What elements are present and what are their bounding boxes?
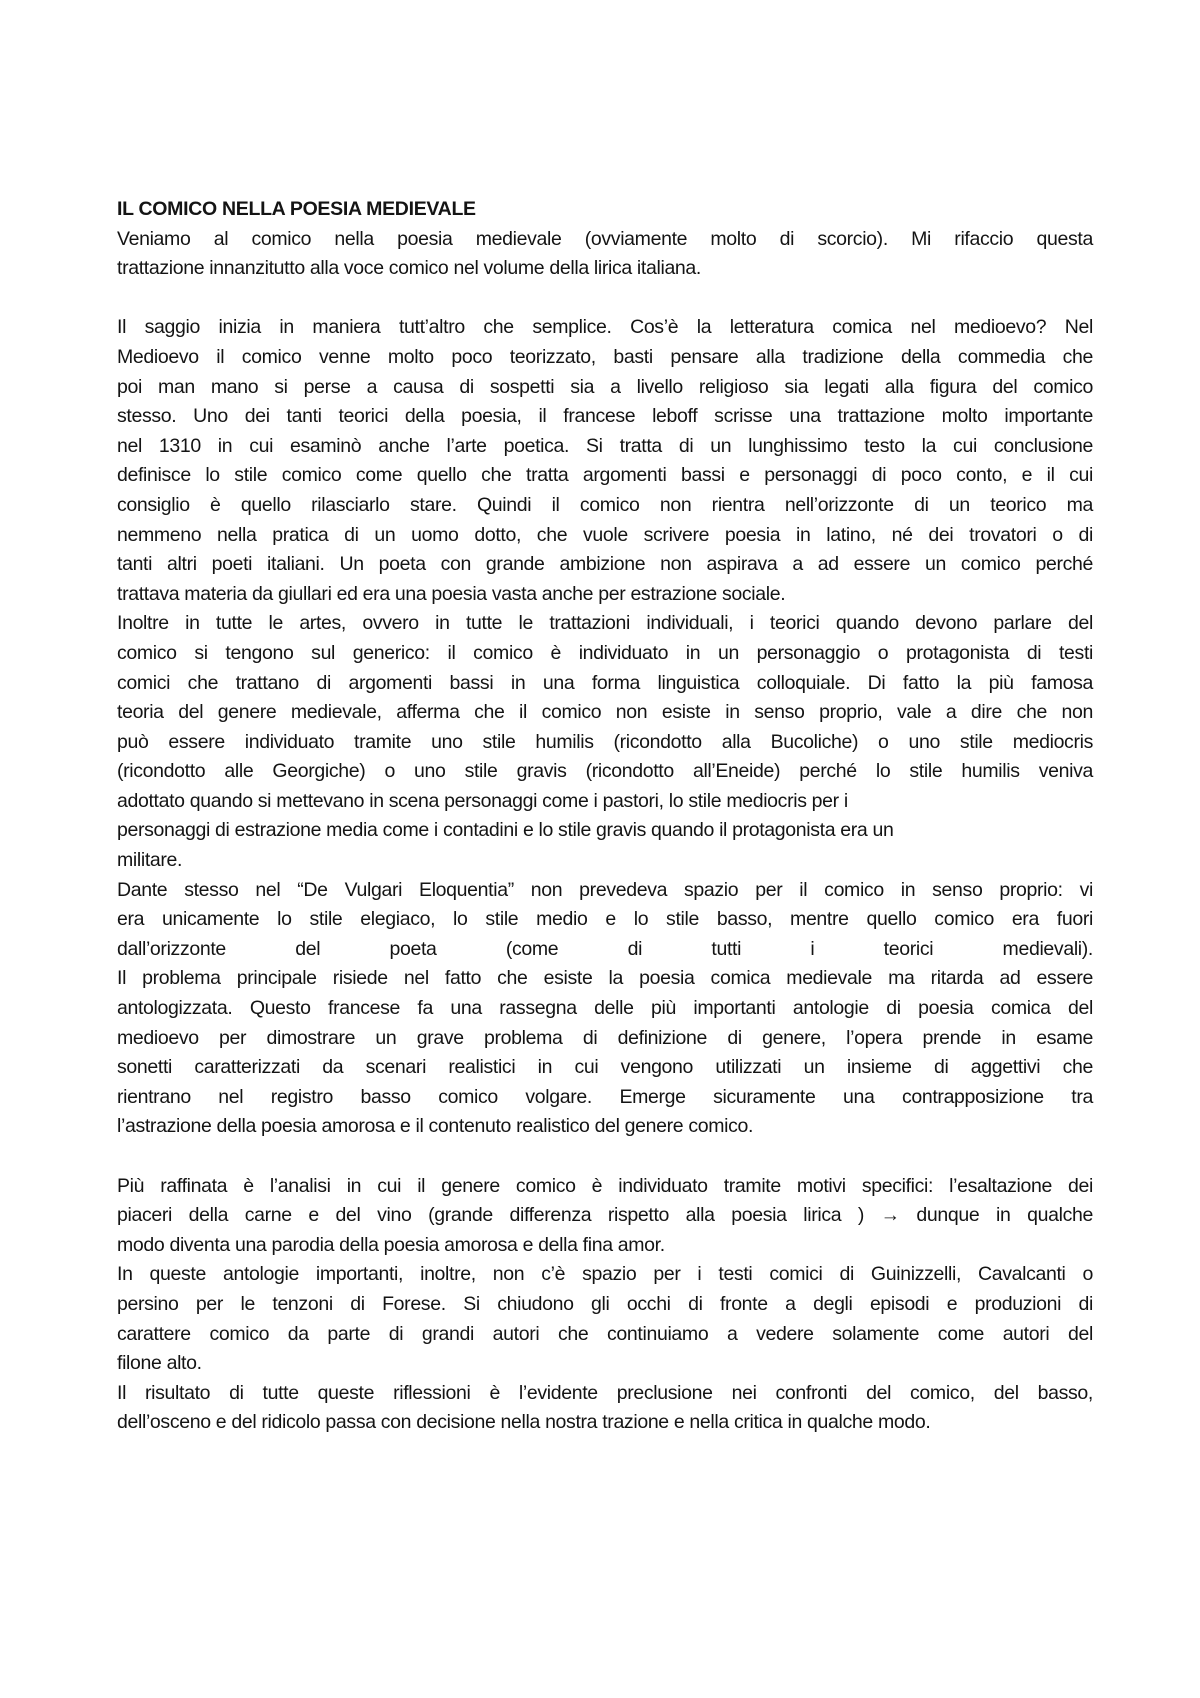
paragraph-artes [117,609,1093,875]
text-line: Medioevo il comico venne molto poco teorizzato, basti pensare alla tradizione della commedia che [117,345,1093,368]
document-page [117,195,1093,1438]
text-line: Inoltre in tutte le artes, ovvero in tutte le trattazioni individuali, i teorici quando devono parlare del [117,612,1093,635]
text-line: era unicamente lo stile elegiaco, lo stile medio e lo stile basso, mentre quello comico era fuori [117,908,1093,931]
text-line: definisce lo stile comico come quello che tratta argomenti bassi e personaggi di poco conto, e il cui [117,464,1093,487]
text-line: comico si tengono sul generico: il comico è individuato in un personaggio o protagonista di testi [117,641,1093,664]
text-line: personaggi di estrazione media come i contadini e lo stile gravis quando il protagonista era un [117,819,894,842]
text-line: Il problema principale risiede nel fatto che esiste la poesia comica medievale ma ritarda ad essere [117,967,1093,990]
paragraph-intro [117,225,1093,284]
text-line: tanti altri poeti italiani. Un poeta con grande ambizione non aspirava a ad essere un comico perché [117,553,1093,576]
paragraph-raffinata [117,1172,1093,1261]
text-line: Il saggio inizia in maniera tutt’altro che semplice. Cos’è la letteratura comica nel medioevo? Nel [117,316,1093,339]
paragraph-gap [117,284,1093,314]
text-line: Il risultato di tutte queste riflessioni è l’evidente preclusione nei confronti del comico, del basso, [117,1381,1093,1404]
paragraph-dante [117,876,1093,965]
text-line: carattere comico da parte di grandi autori che continuiamo a vedere solamente come autori del [117,1322,1093,1345]
text-line: l’astrazione della poesia amorosa e il contenuto realistico del genere comico. [117,1115,754,1138]
text-line: poi man mano si perse a causa di sospetti sia a livello religioso sia legati alla figura del comico [117,375,1093,398]
text-line: stesso. Uno dei tanti teorici della poesia, il francese leboff scrisse una trattazione molto importante [117,405,1093,428]
document-title: IL COMICO NELLA POESIA MEDIEVALE [117,198,476,220]
text-line: piaceri della carne e del vino (grande differenza rispetto alla poesia lirica ) → dunque in qualche [117,1204,1093,1227]
text-line: modo diventa una parodia della poesia amorosa e della fina amor. [117,1233,665,1256]
text-line: nemmeno nella pratica di un uomo dotto, che vuole scrivere poesia in latino, né dei trovatori o di [117,523,1093,546]
paragraph-antologie [117,1260,1093,1378]
text-line: dall’orizzonte del poeta (come di tutti i teorici medievali). [117,937,1093,960]
text-line: In queste antologie importanti, inoltre, non c’è spazio per i testi comici di Guinizzelli, Cavalcanti o [117,1263,1093,1286]
text-line: (ricondotto alle Georgiche) o uno stile gravis (ricondotto all’Eneide) perché lo stile humilis veniva [117,760,1093,783]
text-line: rientrano nel registro basso comico volgare. Emerge sicuramente una contrapposizione tra [117,1085,1093,1108]
text-line: persino per le tenzoni di Forese. Si chiudono gli occhi di fronte a degli episodi e produzioni di [117,1292,1093,1315]
text-line: militare. [117,849,183,872]
paragraph-problema [117,964,1093,1142]
text-line: nel 1310 in cui esaminò anche l’arte poetica. Si tratta di un lunghissimo testo la cui conclusione [117,434,1093,457]
text-line: teoria del genere medievale, afferma che il comico non esiste in senso proprio, vale a dire che non [117,701,1093,724]
text-line: consiglio è quello rilasciarlo stare. Quindi il comico non rientra nell’orizzonte di un teorico ma [117,493,1093,516]
paragraph-gap [117,1142,1093,1172]
text-line: può essere individuato tramite uno stile humilis (ricondotto alla Bucoliche) o uno stile mediocris [117,730,1093,753]
text-line: Più raffinata è l’analisi in cui il genere comico è individuato tramite motivi specifici: l’esaltazione dei [117,1174,1093,1197]
text-line: filone alto. [117,1352,202,1375]
text-line: adottato quando si mettevano in scena personaggi come i pastori, lo stile mediocris per i [117,789,848,812]
text-line: Dante stesso nel “De Vulgari Eloquentia” non prevedeva spazio per il comico in senso proprio: vi [117,878,1093,901]
text-line: dell’osceno e del ridicolo passa con decisione nella nostra trazione e nella critica in qualche modo. [117,1411,931,1434]
text-line: Veniamo al comico nella poesia medievale (ovviamente molto di scorcio). Mi rifaccio questa [117,227,1093,250]
text-line: trattazione innanzitutto alla voce comico nel volume della lirica italiana. [117,257,701,280]
text-line: medioevo per dimostrare un grave problema di definizione di genere, l’opera prende in esame [117,1026,1093,1049]
text-line: sonetti caratterizzati da scenari realistici in cui vengono utilizzati un insieme di aggettivi che [117,1056,1093,1079]
text-line: comici che trattano di argomenti bassi in una forma linguistica colloquiale. Di fatto la più famosa [117,671,1093,694]
paragraph-saggio [117,313,1093,609]
text-line: trattava materia da giullari ed era una poesia vasta anche per estrazione sociale. [117,582,786,605]
paragraph-risultato [117,1379,1093,1438]
text-line: antologizzata. Questo francese fa una rassegna delle più importanti antologie di poesia comica del [117,997,1093,1020]
